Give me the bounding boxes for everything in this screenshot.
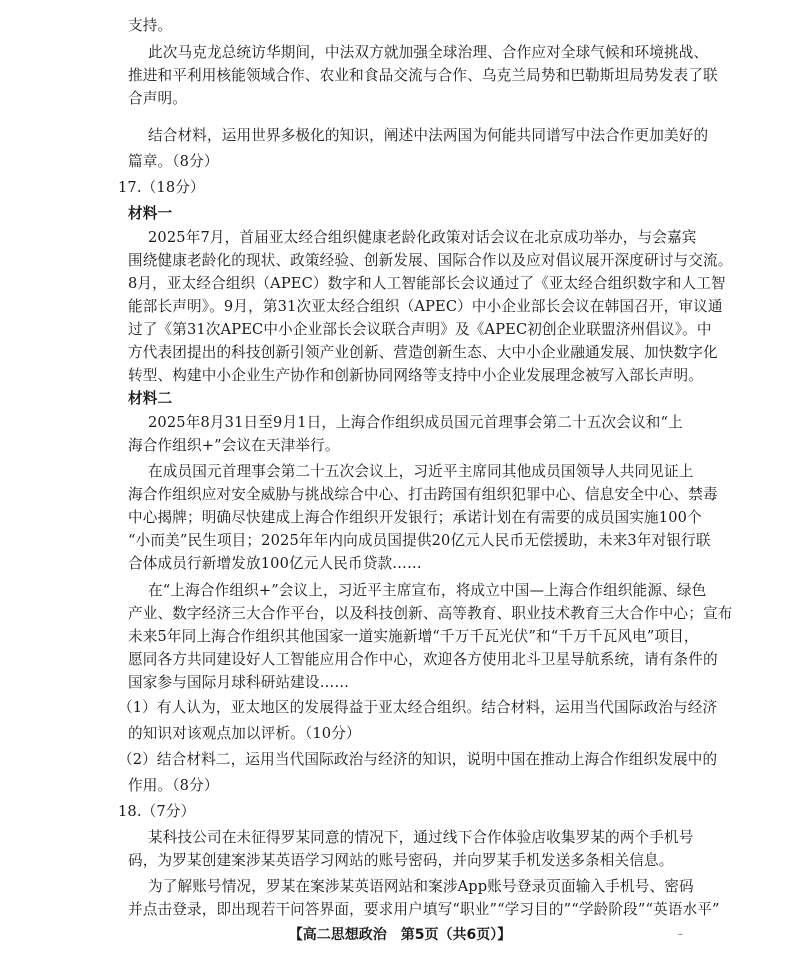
text-line: 篇章。（8分）	[128, 153, 219, 170]
material-heading: 材料二	[128, 390, 173, 407]
text-line: 在成员国元首理事会第二十五次会议上，习近平主席同其他成员国领导人共同见证上	[148, 463, 694, 480]
text-line: 某科技公司在未征得罗某同意的情况下，通过线下合作体验店收集罗某的两个手机号	[148, 829, 694, 846]
sub-question: （1）有人认为，亚太地区的发展得益于亚太经合组织。结合材料，运用当代国际政治与经济	[118, 699, 718, 716]
question-number: 18.（7分）	[118, 803, 196, 820]
text-line: 并点击登录，即出现若干问答界面，要求用户填写“职业”“学习目的”“学龄阶段”“英语水平”	[128, 901, 720, 918]
text-line: 支持。	[128, 17, 173, 34]
text-line: 此次马克龙总统访华期间，中法双方就加强全球治理、合作应对全球气候和环境挑战、	[148, 44, 709, 61]
text-line: 为了解账号情况，罗某在案涉某英语网站和案涉App账号登录页面输入手机号、密码	[148, 878, 694, 895]
text-line: 结合材料，运用世界多极化的知识，阐述中法两国为何能共同谱写中法合作更加美好的	[148, 127, 709, 144]
text-line: 过了《第31次APEC中小企业部长会议联合声明》及《APEC初创企业联盟济州倡议》。中	[128, 321, 712, 338]
text-line: 产业、数字经济三大合作平台，以及科技创新、高等教育、职业技术教育三大合作中心；宣布	[128, 605, 733, 622]
page-mark: –	[678, 929, 683, 940]
text-line: 码，为罗某创建案涉某英语学习网站的账号密码，并向罗某手机发送多条相关信息。	[128, 852, 674, 869]
text-line: 能部长声明》。9月，第31次亚太经合组织（APEC）中小企业部长会议在韩国召开，审议通	[128, 298, 723, 315]
text-line: 愿同各方共同建设好人工智能应用合作中心，欢迎各方使用北斗卫星导航系统，请有条件的	[128, 651, 718, 668]
material-heading: 材料一	[128, 205, 173, 222]
text-line: 2025年7月，首届亚太经合组织健康老龄化政策对话会议在北京成功举办，与会嘉宾	[148, 229, 697, 246]
text-line: 2025年8月31日至9月1日，上海合作组织成员国元首理事会第二十五次会议和“上	[148, 414, 683, 431]
text-line: 海合作组织应对安全威胁与挑战综合中心、打击跨国有组织犯罪中心、信息安全中心、禁毒	[128, 486, 718, 503]
text-line: 围绕健康老龄化的现状、政策经验、创新发展、国际合作以及应对倡议展开深度研讨与交流。	[128, 252, 733, 269]
text-line: 国家参与国际月球科研站建设……	[128, 674, 350, 691]
sub-question: （2）结合材料二，运用当代国际政治与经济的知识，说明中国在推动上海合作组织发展中的	[118, 751, 718, 768]
text-line: 推进和平利用核能领域合作、农业和食品交流与合作、乌克兰局势和巴勒斯坦局势发表了联	[128, 67, 718, 84]
text-line: 8月，亚太经合组织（APEC）数字和人工智能部长会议通过了《亚太经合组织数字和人工智	[128, 275, 726, 292]
text-line: 的知识对该观点加以评析。（10分）	[128, 725, 361, 742]
text-line: 未来5年同上海合作组织其他国家一道实施新增“千万千瓦光伏”和“千万千瓦风电”项目，	[128, 628, 699, 645]
text-line: 在“上海合作组织+”会议上，习近平主席宣布，将成立中国—上海合作组织能源、绿色	[148, 582, 707, 599]
text-line: “小而美”民生项目；2025年年内向成员国提供20亿元人民币无偿援助，未来3年对银行联	[128, 532, 711, 549]
text-line: 方代表团提出的科技创新引领产业创新、营造创新生态、大中小企业融通发展、加快数字化	[128, 344, 718, 361]
text-line: 转型、构建中小企业生产协作和创新协同网络等支持中小企业发展理念被写入部长声明。	[128, 367, 704, 384]
text-line: 作用。（8分）	[128, 777, 219, 794]
footer-label: 【高二思想政治 第5页（共6页）】	[288, 927, 512, 943]
question-number: 17.（18分）	[118, 179, 205, 196]
text-line: 中心揭牌；明确尽快建成上海合作组织开发银行；承诺计划在有需要的成员国实施100个	[128, 509, 702, 526]
text-line: 合体成员行新增发放100亿元人民币贷款……	[128, 555, 422, 572]
text-line: 海合作组织+”会议在天津举行。	[128, 437, 340, 454]
text-line: 合声明。	[128, 90, 187, 107]
